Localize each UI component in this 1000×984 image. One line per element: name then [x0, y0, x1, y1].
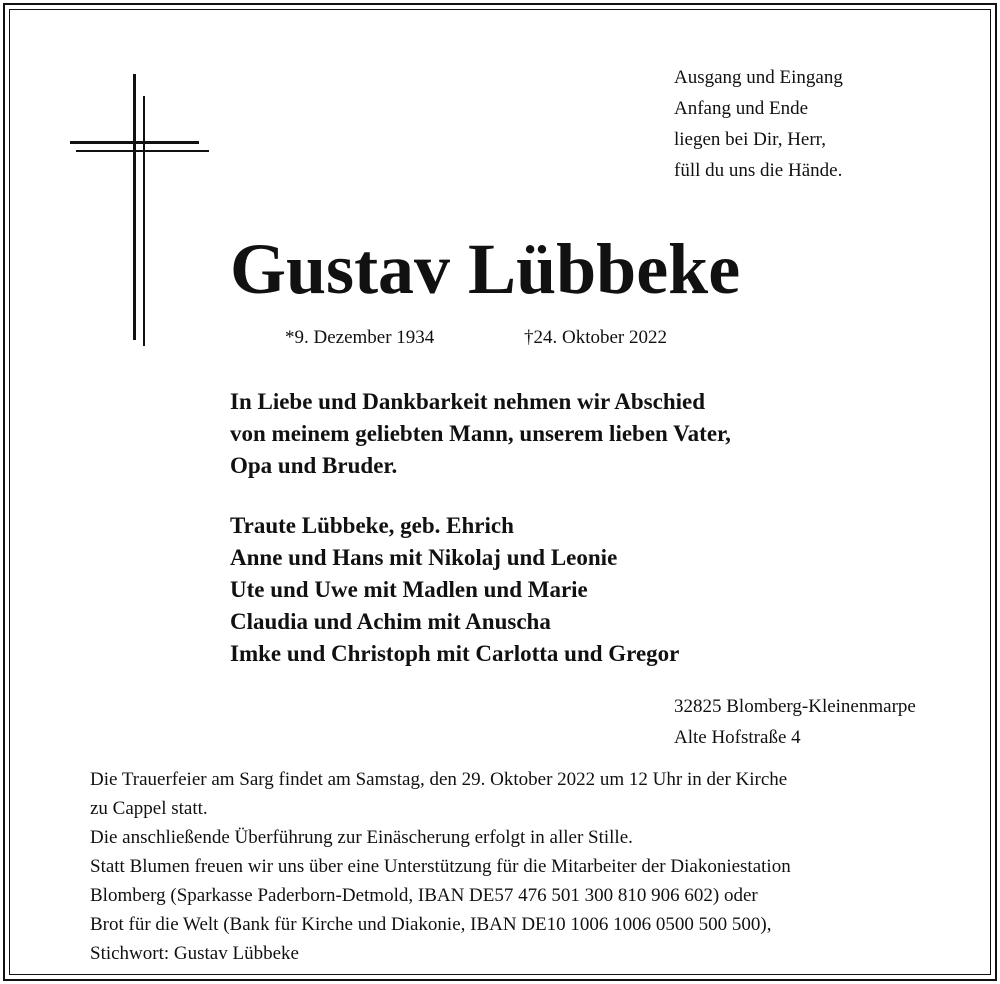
notice-line: Brot für die Welt (Bank für Kirche und Diakonie, IBAN DE10 1006 1006 0500 500 500),	[90, 914, 772, 935]
verse-line: füll du uns die Hände.	[674, 160, 843, 181]
notice-line: Stichwort: Gustav Lübbeke	[90, 943, 299, 964]
family-line: Imke und Christoph mit Carlotta und Gregor	[230, 641, 680, 666]
notice-line: Statt Blumen freuen wir uns über eine Unterstützung für die Mitarbeiter der Diakoniestation	[90, 856, 791, 877]
notice-line: Die Trauerfeier am Sarg findet am Samstag, den 29. Oktober 2022 um 12 Uhr in der Kirche	[90, 769, 788, 790]
verse-line: Anfang und Ende	[674, 98, 809, 119]
farewell-line: Opa und Bruder.	[230, 453, 398, 478]
notice-line: Blomberg (Sparkasse Paderborn-Detmold, IBAN DE57 476 501 300 810 906 602) oder	[90, 885, 758, 906]
deceased-name: Gustav Lübbeke	[230, 229, 741, 309]
address-line: Alte Hofstraße 4	[674, 727, 801, 748]
family-line: Ute und Uwe mit Madlen und Marie	[230, 577, 588, 602]
birth-date: *9. Dezember 1934	[285, 327, 435, 348]
family-line: Anne und Hans mit Nikolaj und Leonie	[230, 545, 618, 570]
notice-line: zu Cappel statt.	[90, 798, 208, 819]
address	[674, 691, 916, 753]
verse	[674, 62, 843, 186]
farewell-line: von meinem geliebten Mann, unserem lieben Vater,	[230, 421, 731, 446]
family-line: Claudia und Achim mit Anuscha	[230, 609, 551, 634]
notice-line: Die anschließende Überführung zur Einäscherung erfolgt in aller Stille.	[90, 827, 633, 848]
farewell-line: In Liebe und Dankbarkeit nehmen wir Abschied	[230, 389, 706, 414]
farewell-text	[230, 386, 731, 482]
family-line: Traute Lübbeke, geb. Ehrich	[230, 513, 514, 538]
family-list	[230, 510, 679, 670]
verse-line: Ausgang und Eingang	[674, 67, 843, 88]
funeral-notice	[90, 765, 791, 968]
verse-line: liegen bei Dir, Herr,	[674, 129, 826, 150]
address-line: 32825 Blomberg-Kleinenmarpe	[674, 696, 916, 717]
death-date: †24. Oktober 2022	[524, 327, 668, 348]
